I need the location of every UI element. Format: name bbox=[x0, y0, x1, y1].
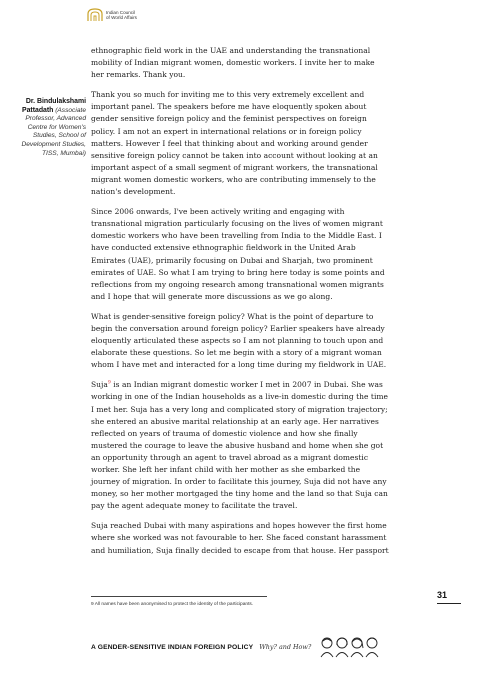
speaker-affiliation-line-4: Studies, School of bbox=[32, 132, 86, 140]
speaker-affiliation-line-2: Professor, Advanced bbox=[25, 115, 86, 123]
footnote-marker[interactable]: 9 bbox=[107, 380, 111, 386]
footer-subtitle: Why? and How? bbox=[259, 643, 312, 651]
paragraph-speaker-intro: Thank you so much for inviting me to this very extremely excellent and important panel. The speakers before me have eloquently spoken about gender sensitive foreign policy and the feminist perspectives on foreign policy. I am not an expert in international relations or in foreign policy matters. However I feel that thinking about and working around gender sensitive foreign policy cannot be taken into account without looking at an important aspect of a small segment of migrant workers, the transnational migrant women domestic workers, who are contributing immensely to the nation's development. bbox=[91, 90, 378, 197]
speaker-affiliation-line-6: TISS, Mumbai) bbox=[42, 149, 86, 157]
icwa-logo-icon bbox=[87, 8, 103, 22]
paragraph-research-background: Since 2006 onwards, I've been actively writing and engaging with transnational migration particularly focusing on the lives of women migrant domestic workers who have been travelling from India to the Middle East. I have conducted extensive ethnographic fieldwork in the United Arab Emirates (UAE), primarily focusing on Dubai and Sharjah, two prominent emirates of UAE. So what I am trying to bring here today is some points and reflections from my ongoing research among transnational women migrants and I hope that will generate more discussions as we go along. bbox=[91, 207, 385, 301]
paragraph-suja-dubai: Suja reached Dubai with many aspirations and hopes however the first home where she worked was not favourable to her. She faced constant harassment and humiliation, Suja finally decided to escape from that house. Her passport bbox=[91, 521, 389, 555]
footnote-text: 9 All names have been anonymised to protect the identity of the participants. bbox=[91, 602, 254, 607]
footer bbox=[91, 636, 381, 658]
body-text bbox=[91, 45, 389, 565]
speaker-affiliation-line-3: Centre for Women's bbox=[27, 123, 86, 131]
women-figures-icon bbox=[319, 636, 381, 658]
paragraph-suja-story: Suja$^9$ is an Indian migrant domestic worker I met in 2007 in Dubai. She was working in one of the Indian households as a live-in domestic during the time I met her. Suja has a very long and complicated story of migration trajectory; she entered an abusive marital relationship at an early age. Her narratives reflected on years of trauma of domestic violence and how she finally mustered the courage to leave the abusive husband and home when she got an opportunity through an agent to travel abroad as a migrant domestic worker. She left her infant child with her mother as she embarked the journey of migration. In order to facilitate this journey, Suja did not have any money, so her mother mortgaged the tiny home and the land so that Suja can pay the agent adequate money to facilitate the travel. bbox=[91, 380, 388, 511]
paragraph-gender-sensitive-policy: What is gender-sensitive foreign policy? What is the point of departure to begin the conversation around foreign policy? Earlier speakers have already eloquently articulated these aspects so I am not planning to touch upon and elaborate these questions. So let me begin with a story of a migrant woman whom I have met and interacted for a long time during my fieldwork in UAE. bbox=[91, 311, 387, 370]
logo-line-2: of World Affairs bbox=[106, 15, 137, 20]
logo-line-1: Indian Council bbox=[106, 9, 136, 15]
header-logo bbox=[87, 8, 137, 22]
footer-title: A GENDER-SENSITIVE INDIAN FOREIGN POLICY bbox=[91, 643, 254, 651]
logo-text bbox=[106, 10, 137, 21]
page-number-rule bbox=[437, 603, 461, 604]
speaker-label bbox=[20, 98, 86, 158]
speaker-affiliation-line-5: Development Studies, bbox=[21, 140, 86, 148]
paragraph-continued: ethnographic field work in the UAE and understanding the transnational mobility of Indian migrant women, domestic workers. I invite her to make her remarks. Thank you. bbox=[91, 46, 375, 80]
speaker-name-line-1: Dr. Bindulakshami bbox=[25, 98, 86, 105]
speaker-name-line-2: Pattadath (Associate bbox=[21, 106, 86, 114]
page-number: 31 bbox=[437, 590, 448, 600]
footnote-divider bbox=[91, 596, 267, 597]
